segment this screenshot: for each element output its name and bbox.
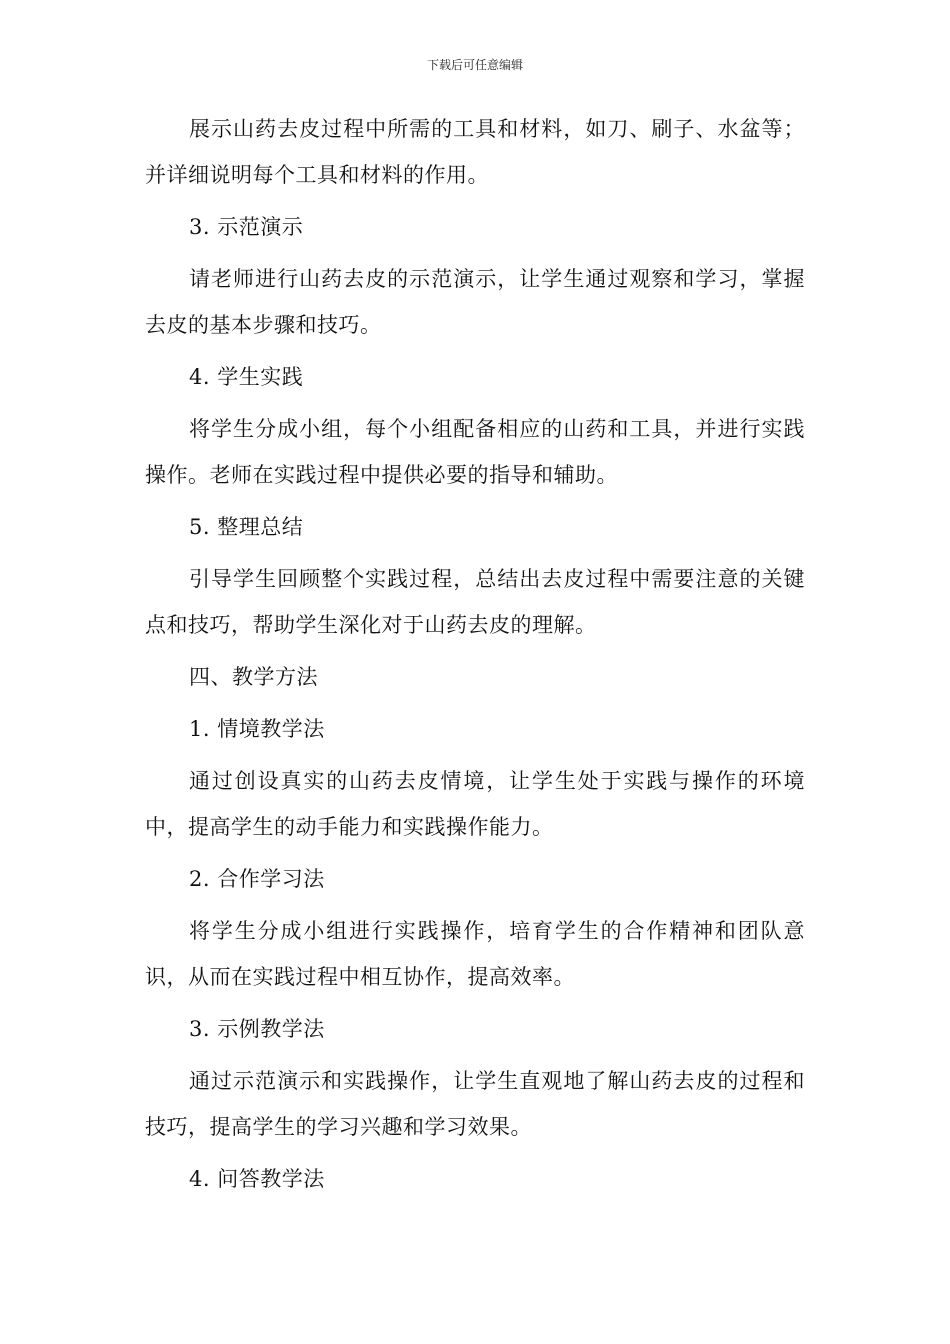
heading-example-method: 3. 示例教学法	[189, 1017, 325, 1041]
paragraph-student-practice: 将学生分成小组，每个小组配备相应的山药和工具，并进行实践操作。老师在实践过程中提供必要的指导和辅助。	[145, 417, 805, 487]
page-header: 下载后可任意编辑	[426, 58, 523, 72]
paragraph-example-method: 通过示范演示和实践操作，让学生直观地了解山药去皮的过程和技巧，提高学生的学习兴趣和学习效果。	[145, 1069, 805, 1139]
heading-summary: 5. 整理总结	[189, 515, 304, 539]
paragraph-situational-method: 通过创设真实的山药去皮情境，让学生处于实践与操作的环境中，提高学生的动手能力和实践操作能力。	[145, 769, 805, 839]
heading-cooperative-method: 2. 合作学习法	[189, 867, 325, 891]
heading-qa-method: 4. 问答教学法	[189, 1167, 325, 1191]
heading-student-practice: 4. 学生实践	[189, 365, 304, 389]
heading-situational-method: 1. 情境教学法	[189, 717, 325, 741]
paragraph-tools-materials: 展示山药去皮过程中所需的工具和材料，如刀、刷子、水盆等；并详细说明每个工具和材料的作用。	[145, 117, 805, 187]
heading-demonstration: 3. 示范演示	[189, 215, 304, 239]
paragraph-demonstration: 请老师进行山药去皮的示范演示，让学生通过观察和学习，掌握去皮的基本步骤和技巧。	[145, 267, 805, 337]
paragraph-summary: 引导学生回顾整个实践过程，总结出去皮过程中需要注意的关键点和技巧，帮助学生深化对于山药去皮的理解。	[145, 567, 805, 637]
document-body	[145, 106, 805, 1208]
paragraph-cooperative-method: 将学生分成小组进行实践操作，培育学生的合作精神和团队意识，从而在实践过程中相互协作，提高效率。	[145, 919, 805, 989]
heading-teaching-methods: 四、教学方法	[189, 665, 318, 689]
